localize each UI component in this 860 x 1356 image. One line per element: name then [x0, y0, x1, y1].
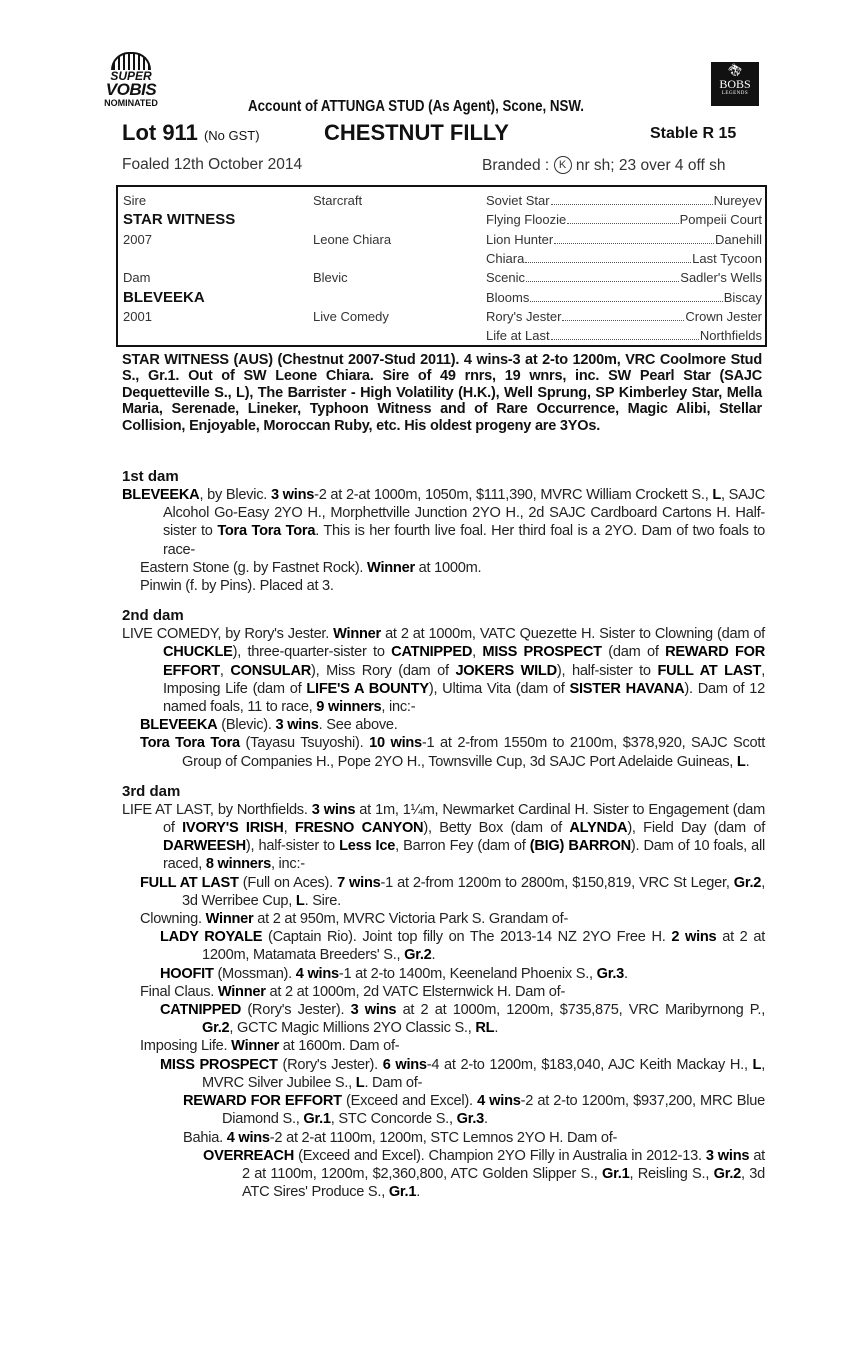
pedigree-entry — [122, 874, 765, 910]
lot-label: Lot 911 — [122, 120, 198, 145]
pedigree-entry — [122, 577, 765, 595]
bold-text: FULL AT LAST — [657, 662, 762, 679]
dam-sections — [122, 468, 765, 1213]
pedigree-row — [118, 210, 765, 229]
bold-text: Gr.2 — [404, 947, 432, 964]
gst-note: (No GST) — [203, 128, 260, 143]
entry-text: at 2 at 1200m, Matamata Breeders' S., — [202, 929, 765, 964]
pedigree-entry — [122, 928, 765, 964]
pedigree-entry — [122, 801, 765, 874]
bold-text: BLEVEEKA — [140, 717, 218, 734]
pedigree-parent: Blevic — [313, 270, 348, 286]
bold-text: MISS PROSPECT — [482, 644, 602, 661]
branded-label: Branded : — [482, 157, 550, 174]
pedigree-grandparent: Scenic — [486, 270, 526, 286]
entry-text: ), three-quarter-sister to — [232, 644, 392, 661]
branded-text: nr sh; 23 over 4 off sh — [575, 157, 726, 174]
bold-text: Gr.1 — [602, 1165, 630, 1182]
dot-leader — [525, 249, 691, 263]
pedigree-name: 2001 — [123, 308, 152, 324]
bold-text: 8 winners — [205, 856, 271, 873]
pedigree-great-grandparent: Sadler's Wells — [680, 270, 762, 286]
bold-text: 3 wins — [311, 801, 356, 818]
pedigree-grandparent: Life at Last — [486, 328, 550, 344]
entry-text: . — [494, 1020, 499, 1037]
pedigree-great-grandparent: Last Tycoon — [692, 250, 762, 266]
lot-number — [122, 120, 260, 146]
entry-text: LIVE COMEDY, by Rory's Jester. — [122, 626, 334, 643]
entry-text: ), Ultima Vita (dam of — [428, 680, 570, 697]
entry-text: Clowning. — [140, 911, 206, 928]
entry-text: at 2 at 1000m, 1200m, $735,875, VRC Maribyrnong P., — [396, 1002, 765, 1019]
pedigree-row — [118, 230, 765, 249]
bold-text: OVERREACH — [203, 1147, 294, 1164]
pedigree-name: 2007 — [123, 231, 152, 247]
entry-text: . Sire. — [304, 892, 341, 909]
pedigree-grandparent: Soviet Star — [486, 193, 550, 208]
entry-text: Pinwin (f. by Pins). Placed at 3. — [140, 578, 334, 595]
entry-text: (Full on Aces). — [238, 874, 338, 891]
bold-text: Gr.2 — [202, 1020, 230, 1037]
entry-text: , inc:- — [381, 699, 416, 716]
entry-text: Eastern Stone (g. by Fastnet Rock). — [140, 559, 368, 576]
pedigree-entry — [122, 1056, 765, 1092]
bold-text: 6 wins — [382, 1056, 427, 1073]
pedigree-entry — [122, 559, 765, 577]
entry-text: -1 at 2-to 1400m, Keeneland Phoenix S., — [338, 965, 597, 982]
entry-text: ), Miss Rory (dam of — [311, 662, 456, 679]
section-heading: 1st dam — [122, 468, 179, 485]
section-heading: 2nd dam — [122, 607, 184, 625]
bold-text: SISTER HAVANA — [569, 680, 685, 697]
bold-text: 7 wins — [337, 874, 381, 891]
entry-text: at 2 at 1000m, VATC Quezette H. Sister to Clowning (dam of — [380, 626, 765, 643]
entry-text: . — [745, 753, 750, 770]
bold-text: IVORY'S IRISH — [182, 820, 284, 837]
pedigree-row — [118, 268, 765, 287]
bold-text: Winner — [367, 559, 415, 576]
pedigree-grandparent: Chiara — [486, 250, 525, 266]
bold-text: 10 wins — [369, 735, 422, 752]
dot-leader — [567, 210, 678, 224]
pedigree-entry — [122, 965, 765, 983]
entry-text: (Rory's Jester). — [277, 1056, 383, 1073]
entry-text: -1 at 2-from 1200m to 2800m, $150,819, VRC St Leger, — [380, 874, 734, 891]
super-vobis-logo — [96, 52, 166, 112]
bold-text: 4 wins — [477, 1093, 521, 1110]
entry-text: Imposing Life. — [140, 1038, 232, 1055]
entry-text: ). Dam of 12 named foals, 11 to race, — [163, 680, 766, 716]
pedigree-entry — [122, 1001, 765, 1037]
bold-text: L — [712, 487, 722, 503]
pedigree-great-grandparent: Northfields — [699, 328, 762, 344]
pedigree-great-grandparent: Biscay — [723, 289, 762, 305]
entry-text: Final Claus. — [140, 983, 218, 1000]
bold-text: Winner — [217, 983, 266, 1000]
bold-text: L — [295, 892, 305, 909]
horse-icon: 🏇︎ — [727, 63, 743, 77]
bold-text: 9 winners — [316, 699, 382, 716]
bold-text: Tora Tora Tora — [217, 523, 316, 540]
dam-section — [122, 607, 765, 771]
pedigree-name: STAR WITNESS — [123, 211, 236, 229]
bold-text: ALYNDA — [569, 820, 628, 837]
bold-text: 3 wins — [270, 487, 315, 503]
entry-text: , inc:- — [270, 856, 305, 873]
bold-text: 3 wins — [275, 717, 319, 734]
logo-text: LEGENDS — [721, 91, 749, 96]
entry-text: (Blevic). — [217, 717, 276, 734]
dam-section — [122, 468, 765, 595]
pedigree-row — [118, 249, 765, 268]
bold-text: REWARD FOR EFFORT — [163, 644, 766, 679]
entry-text: , by Blevic. — [199, 487, 271, 503]
foaled-date: Foaled 12th October 2014 — [122, 156, 303, 173]
entry-text: ), Field Day (dam of — [627, 820, 766, 837]
entry-text: , Barron Fey (dam of — [395, 838, 530, 855]
pedigree-name: BLEVEEKA — [123, 288, 205, 306]
pedigree-entry — [122, 486, 765, 559]
entry-text: , GCTC Magic Millions 2YO Classic S., — [229, 1020, 476, 1037]
pedigree-entry — [122, 910, 765, 928]
entry-text: (Mossman). — [213, 965, 296, 982]
bold-text: LIFE'S A BOUNTY — [306, 680, 429, 697]
dot-leader — [554, 230, 714, 244]
pedigree-entry — [122, 625, 765, 716]
entry-text: , Imposing Life (dam of — [163, 662, 765, 697]
bold-text: FRESNO CANYON — [294, 820, 424, 837]
entry-text: ). Dam of 10 foals, all raced, — [163, 838, 765, 873]
bold-text: Gr.3 — [456, 1111, 485, 1128]
bold-text: L — [355, 1074, 365, 1091]
pedigree-entry — [122, 1147, 765, 1202]
logo-text: BOBS — [719, 77, 751, 91]
pedigree-entry — [122, 1037, 765, 1055]
bold-text: RL — [475, 1020, 495, 1037]
entry-text: , 3d ATC Sires' Produce S., — [242, 1165, 765, 1201]
entry-text: (Tayasu Tsuyoshi). — [239, 735, 370, 752]
entry-text: . Dam of- — [364, 1074, 423, 1091]
pedigree-grandparent: Flying Floozie — [486, 212, 567, 228]
pedigree-row — [118, 288, 765, 307]
bold-text: REWARD FOR EFFORT — [183, 1093, 342, 1110]
entry-text: , STC Concorde S., — [330, 1111, 457, 1128]
bold-text: Winner — [205, 911, 254, 928]
vendor-line: Account of ATTUNGA STUD (As Agent), Scone, NSW. — [248, 98, 584, 115]
entry-text: at 2 at 1100m, 1200m, $2,360,800, ATC Golden Slipper S., — [242, 1147, 765, 1182]
brand-mark-icon: K — [554, 156, 572, 174]
pedigree-grandparent: Blooms — [486, 289, 530, 305]
bold-text: MISS PROSPECT — [160, 1056, 278, 1073]
dam-section — [122, 783, 765, 1201]
bold-text: Winner — [333, 626, 381, 643]
entry-text: . — [484, 1111, 488, 1128]
entry-text: at 2 at 950m, MVRC Victoria Park S. Grandam of- — [253, 911, 569, 928]
dot-leader — [551, 191, 713, 205]
bold-text: BLEVEEKA — [122, 487, 200, 503]
pedigree-entry — [122, 983, 765, 1001]
entry-text: Bahia. — [183, 1129, 227, 1146]
section-heading: 3rd dam — [122, 782, 181, 800]
bold-text: FULL AT LAST — [140, 874, 239, 891]
bold-text: CHUCKLE — [163, 644, 233, 661]
bold-text: CONSULAR — [230, 662, 312, 679]
entry-text: . See above. — [318, 717, 398, 734]
bold-text: (BIG) BARRON — [529, 838, 631, 855]
pedigree-entry — [122, 734, 765, 770]
pedigree-parent: Leone Chiara — [313, 231, 392, 247]
lot-title: CHESTNUT FILLY — [324, 120, 509, 145]
pedigree-entry — [122, 716, 765, 734]
bobs-logo — [711, 62, 759, 106]
entry-text: , MVRC Silver Jubilee S., — [202, 1056, 766, 1091]
entry-text: (dam of — [601, 644, 666, 661]
bold-text: HOOFIT — [160, 965, 214, 982]
pedigree-great-grandparent: Pompeii Court — [679, 212, 762, 228]
entry-text: at 1000m. — [414, 559, 482, 576]
pedigree-great-grandparent: Danehill — [715, 231, 762, 247]
entry-text: , — [219, 662, 231, 679]
logo-text: NOMINATED — [104, 98, 158, 108]
entry-text: . — [416, 1184, 421, 1201]
bold-text: 3 wins — [705, 1147, 750, 1164]
entry-text: . — [431, 947, 436, 964]
entry-text: -4 at 2-to 1200m, $183,040, AJC Keith Mackay H., — [426, 1056, 753, 1073]
bold-text: 3 wins — [350, 1002, 397, 1019]
dot-leader — [530, 288, 722, 302]
bold-text: LADY ROYALE — [160, 929, 263, 946]
entry-text: . — [624, 965, 628, 982]
entry-text: (Exceed and Excel). Champion 2YO Filly in Australia in 2012-13. — [294, 1147, 706, 1164]
bold-text: 4 wins — [226, 1129, 270, 1146]
bold-text: Tora Tora Tora — [140, 735, 240, 752]
entry-text: (Exceed and Excel). — [341, 1093, 478, 1110]
entry-text: ), half-sister to — [556, 662, 658, 679]
bold-text: Gr.1 — [388, 1184, 417, 1201]
pedigree-name: Dam — [123, 270, 151, 286]
bold-text: L — [752, 1056, 762, 1073]
pedigree-row — [118, 191, 765, 210]
pedigree-table — [116, 185, 767, 347]
entry-text: LIFE AT LAST, by Northfields. — [122, 801, 312, 818]
logo-text: VOBIS — [105, 80, 157, 99]
bold-text: JOKERS WILD — [455, 662, 557, 679]
bold-text: Gr.3 — [596, 965, 625, 982]
entry-text: . This is her fourth live foal. Her third foal is a 2YO. Dam of two foals to race- — [163, 523, 766, 558]
entry-text: ), Betty Box (dam of — [423, 820, 570, 837]
pedigree-parent: Starcraft — [313, 193, 363, 208]
entry-text: , Reisling S., — [629, 1165, 714, 1182]
bold-text: Less Ice — [339, 838, 396, 855]
pedigree-entry — [122, 1129, 765, 1147]
entry-text: , — [472, 644, 483, 661]
bold-text: CATNIPPED — [160, 1002, 241, 1019]
bold-text: Gr.2 — [713, 1165, 742, 1182]
entry-text: at 1600m. Dam of- — [279, 1038, 400, 1055]
logo-text: SUPER — [110, 69, 152, 83]
sire-biography: STAR WITNESS (AUS) (Chestnut 2007-Stud 2011). 4 wins-3 at 2-to 1200m, VRC Coolmore Stud S., Gr.1. Out of SW Leone Chiara. Sire of 49 rnrs, 19 wnrs, inc. SW Pearl Star (SAJC Dequetteville S., L), The Barrister - High Volatility (H.K.), Well Sprung, SP Kimberley Star, Mella Maria, Serenade, Lineker, Typhoon Witness and of Rare Occurrence, Magic Alibi, Stellar Collision, Enjoyable, Moroccan Ruby, etc. His oldest progeny are 3YOs. — [122, 352, 762, 434]
pedigree-great-grandparent: Crown Jester — [685, 308, 762, 324]
entry-text: at 2 at 1000m, 2d VATC Elsternwick H. Dam of- — [265, 983, 566, 1000]
pedigree-great-grandparent: Nureyev — [713, 193, 762, 208]
entry-text: , 3d Werribee Cup, — [182, 874, 765, 909]
bold-text: DARWEESH — [163, 838, 246, 855]
entry-text: -2 at 2-at 1000m, 1050m, $111,390, MVRC William Crockett S., — [314, 487, 713, 503]
pedigree-name: Sire — [123, 193, 147, 208]
stable-number: Stable R 15 — [650, 125, 737, 142]
pedigree-grandparent: Rory's Jester — [486, 308, 562, 324]
pedigree-entry — [122, 1092, 765, 1128]
bold-text: 4 wins — [295, 965, 339, 982]
dot-leader — [551, 326, 699, 340]
dot-leader — [562, 307, 684, 321]
pedigree-row — [118, 326, 765, 345]
bold-text: Gr.1 — [303, 1111, 331, 1128]
bold-text: Gr.2 — [733, 874, 762, 891]
entry-text: ), half-sister to — [245, 838, 340, 855]
entry-text: (Rory's Jester). — [241, 1002, 351, 1019]
pedigree-grandparent: Lion Hunter — [486, 231, 554, 247]
sun-icon — [111, 52, 151, 70]
entry-text: at 1m, 1¼m, Newmarket Cardinal H. Sister to Engagement (dam of — [163, 801, 766, 837]
brand-info — [482, 156, 725, 175]
pedigree-row — [118, 307, 765, 326]
bold-text: L — [736, 753, 746, 770]
entry-text: -1 at 2-from 1550m to 2100m, $378,920, SAJC Scott Group of Companies H., Pope 2YO H., Townsville Cup, 3d SAJC Port Adelaide Guineas, — [182, 735, 766, 770]
bold-text: 2 wins — [671, 929, 717, 946]
entry-text: (Captain Rio). Joint top filly on The 2013-14 NZ 2YO Free H. — [262, 929, 672, 946]
entry-text: -2 at 2-at 1100m, 1200m, STC Lemnos 2YO H. Dam of- — [269, 1129, 618, 1146]
pedigree-parent: Live Comedy — [313, 308, 389, 324]
bold-text: CATNIPPED — [391, 644, 473, 661]
dot-leader — [526, 268, 679, 282]
bold-text: Winner — [231, 1038, 279, 1055]
entry-text: , — [283, 820, 295, 837]
entry-text: -2 at 2-to 1200m, $937,200, MRC Blue Diamond S., — [222, 1093, 765, 1128]
entry-text: , SAJC Alcohol Go-Easy 2YO H., Morphettville Junction 2YO H., 2d SAJC Cardboard Cartons H. Half-sister to — [163, 487, 765, 540]
